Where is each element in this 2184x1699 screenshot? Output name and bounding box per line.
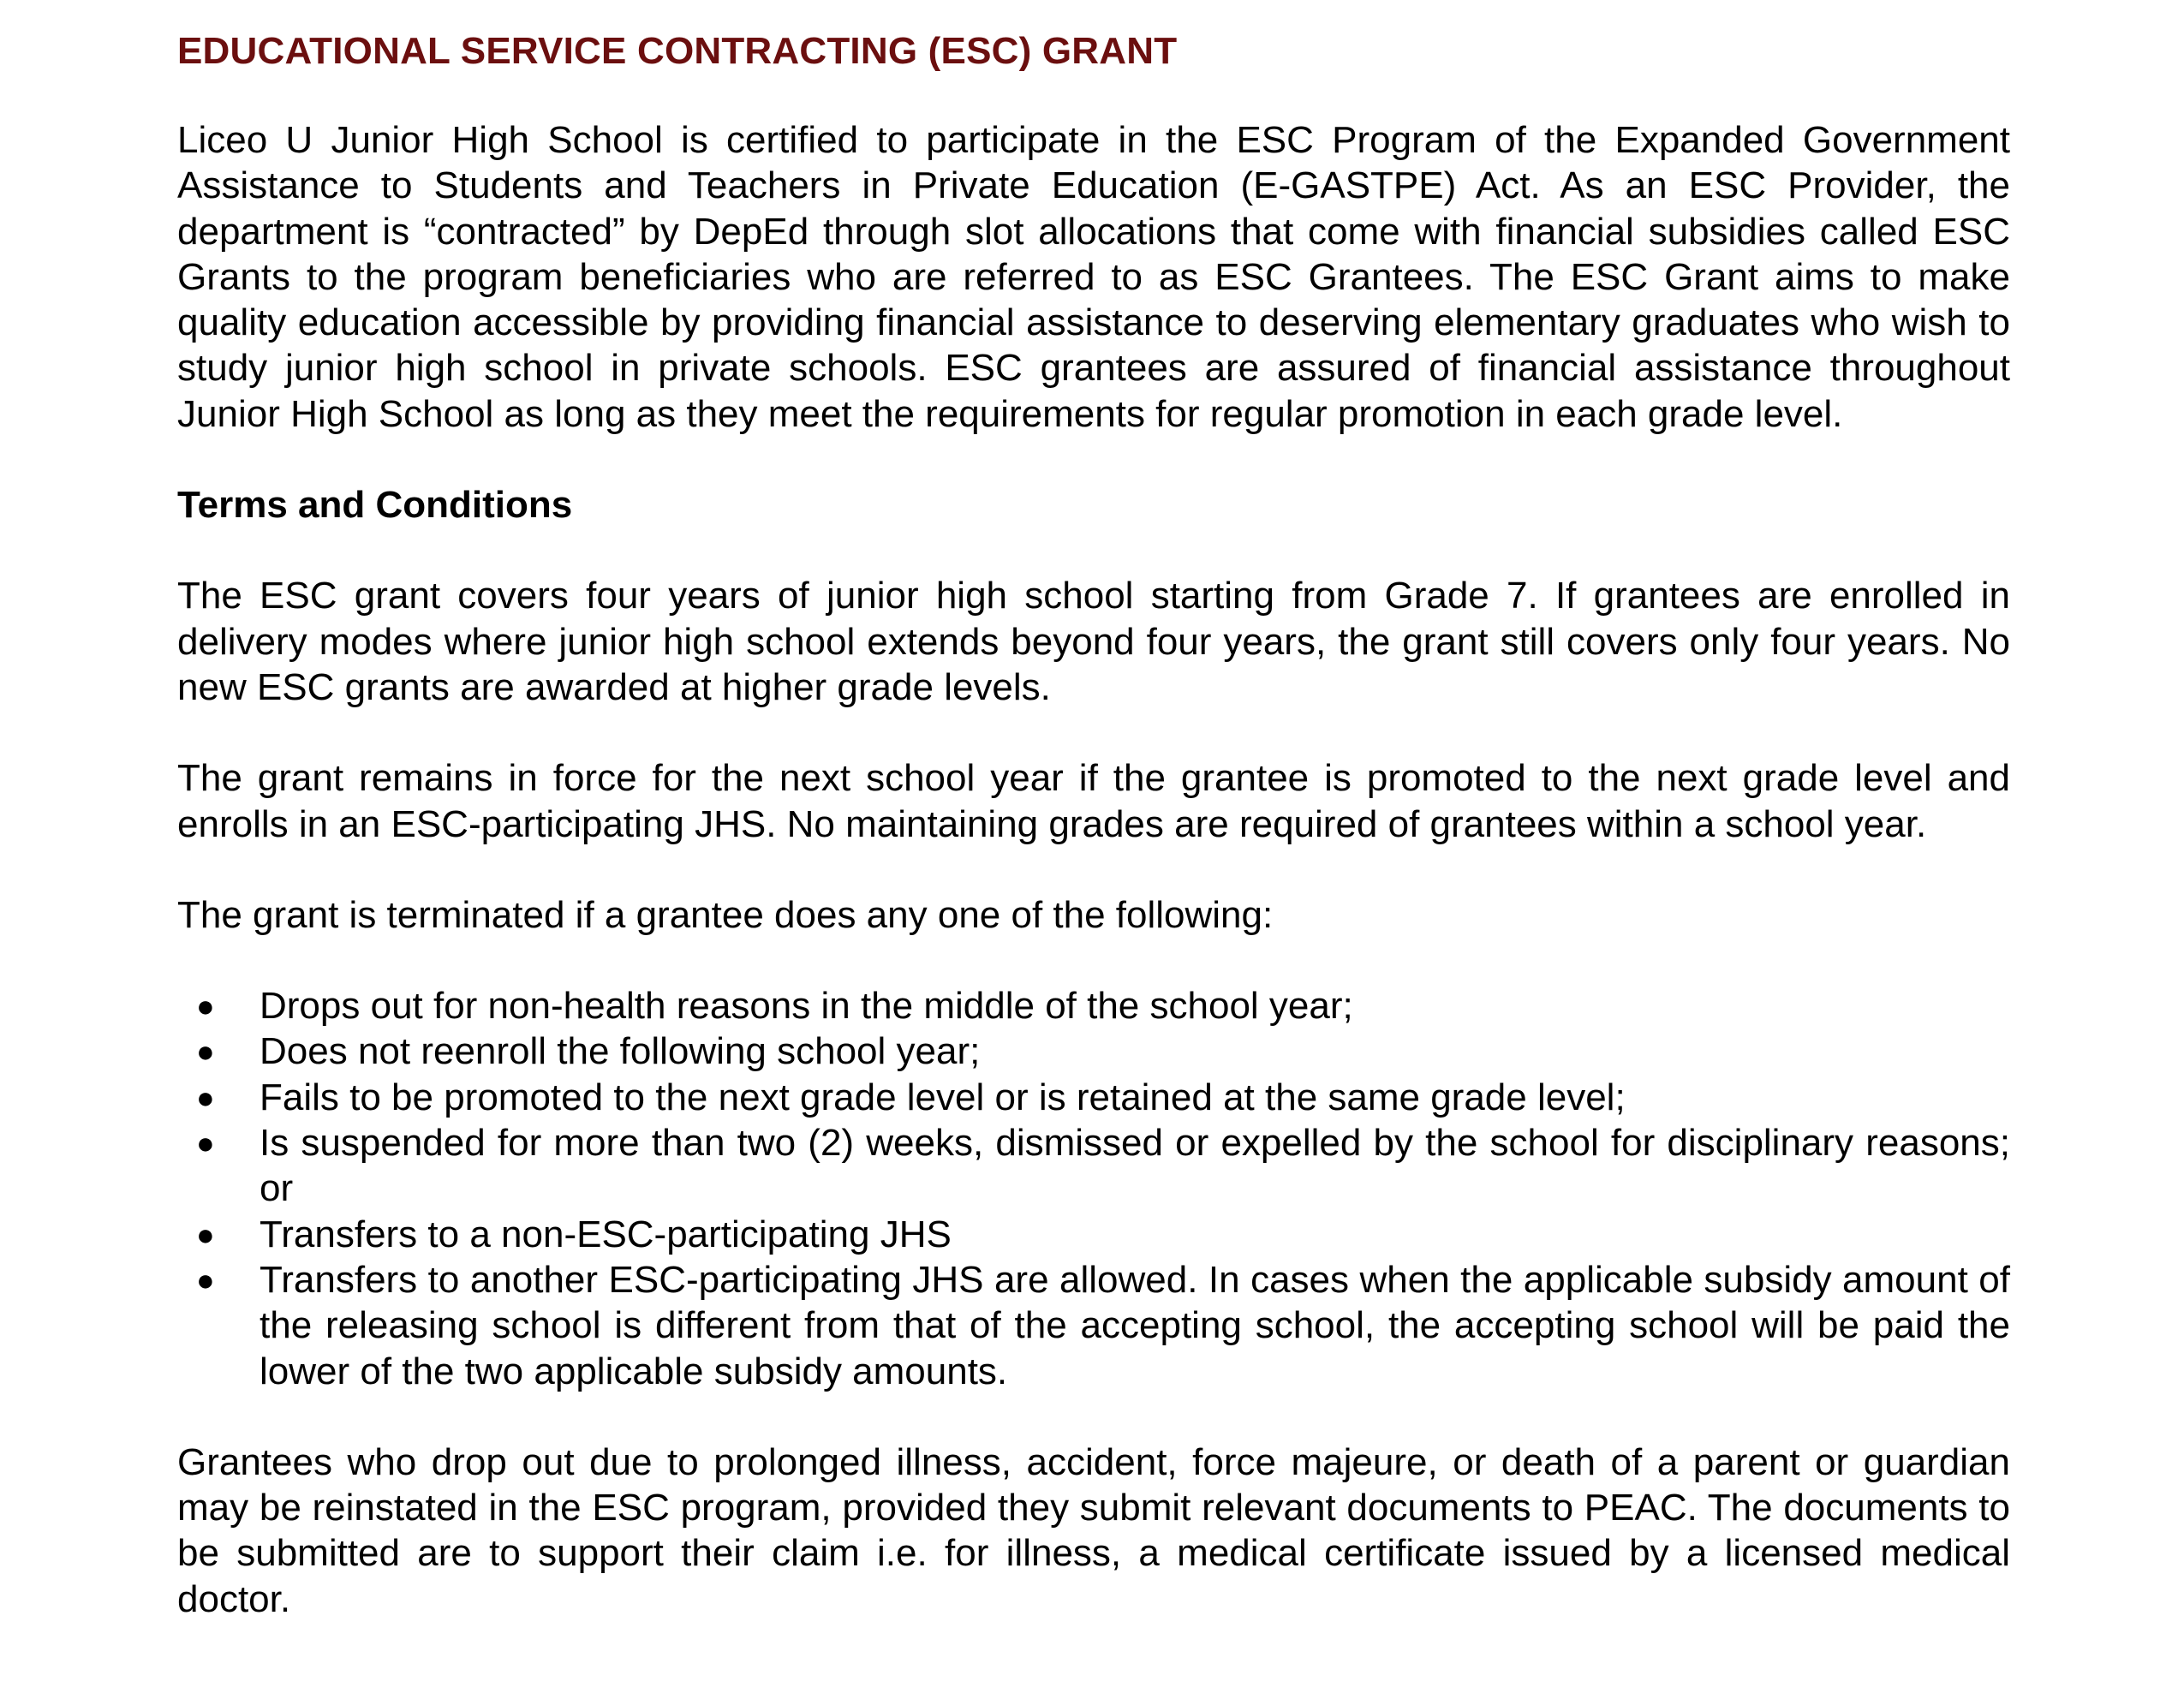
- bullet-icon: ●: [196, 1261, 215, 1297]
- force-paragraph: The grant remains in force for the next school year if the grantee is promoted to the next grade level and enrolls in an ESC-participating JHS. No maintaining grades are required of grantees within a school year.: [177, 757, 2010, 845]
- list-item: [177, 1120, 2010, 1212]
- bullet-icon: ●: [196, 1125, 215, 1161]
- list-item-text: Transfers to another ESC-participating JHS are allowed. In cases when the applicable subsidy amount of the releasing school is different from that of the accepting school, the accepting school will be paid the lower of the two applicable subsidy amounts.: [260, 1258, 2010, 1392]
- bullet-icon: ●: [196, 1034, 215, 1070]
- coverage-paragraph: The ESC grant covers four years of junior high school starting from Grade 7. If grantees are enrolled in delivery modes where junior high school extends beyond four years, the grant still covers only four years. No new ESC grants are awarded at higher grade levels.: [177, 575, 2010, 708]
- bullet-icon: ●: [196, 1216, 215, 1252]
- document-title: EDUCATIONAL SERVICE CONTRACTING (ESC) GRANT: [177, 30, 1178, 72]
- list-item: [177, 983, 2010, 1028]
- list-item-text: Fails to be promoted to the next grade level or is retained at the same grade level;: [260, 1076, 1626, 1118]
- termination-list: [177, 983, 2010, 1394]
- list-item: [177, 1212, 2010, 1257]
- list-item-text: Does not reenroll the following school year;: [260, 1030, 981, 1073]
- list-item-text: Drops out for non-health reasons in the middle of the school year;: [260, 985, 1353, 1028]
- list-item-text: Is suspended for more than two (2) weeks, dismissed or expelled by the school for disciplinary reasons; or: [260, 1122, 2010, 1210]
- reinstatement-paragraph: Grantees who drop out due to prolonged illness, accident, force majeure, or death of a parent or guardian may be reinstated in the ESC program, provided they submit relevant documents to PEAC. The documents to be submitted are to support their claim i.e. for illness, a medical certificate issued by a licensed medical doctor.: [177, 1440, 2010, 1620]
- list-item: [177, 1257, 2010, 1394]
- list-item-text: Transfers to a non-ESC-participating JHS: [260, 1213, 952, 1255]
- list-item: [177, 1028, 2010, 1074]
- bullet-icon: ●: [196, 988, 215, 1024]
- document-page: [177, 26, 2010, 1667]
- bullet-icon: ●: [196, 1079, 215, 1115]
- list-item: [177, 1075, 2010, 1120]
- terms-heading: Terms and Conditions: [177, 484, 573, 527]
- intro-paragraph: Liceo U Junior High School is certified to participate in the ESC Program of the Expanded Government Assistance to Students and Teachers in Private Education (E-GASTPE) Act. As an ESC Provider, the department is “contracted” by DepEd through slot allocations that come with financial subsidies called ESC Grants to the program beneficiaries who are referred to as ESC Grantees. The ESC Grant aims to make quality education accessible by providing financial assistance to deserving elementary graduates who wish to study junior high school in private schools. ESC grantees are assured of financial assistance throughout Junior High School as long as they meet the requirements for regular promotion in each grade level.: [177, 119, 2010, 435]
- termination-intro: The grant is terminated if a grantee does any one of the following:: [177, 893, 1274, 936]
